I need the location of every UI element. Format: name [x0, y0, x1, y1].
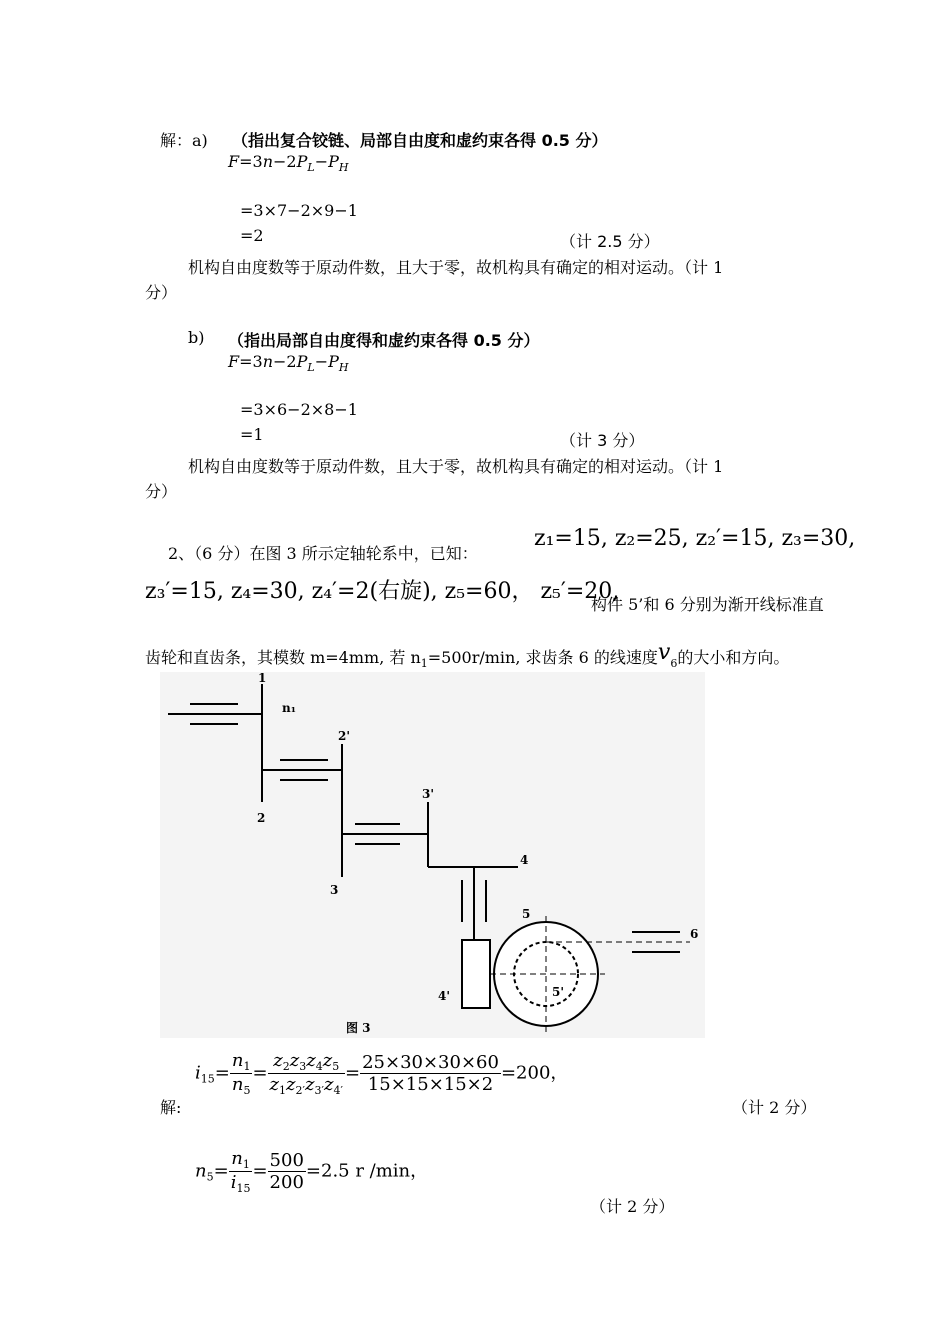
- score-speed: （计 2 分）: [590, 1197, 675, 1216]
- formula-b: $F=3n-2P_L-P_H$: [228, 352, 349, 374]
- gear-train-figure: [160, 672, 705, 1038]
- calc-b-line1: =3×6−2×8−1: [240, 400, 358, 419]
- fig-label-5: 5: [522, 907, 531, 921]
- conclusion-a-line2: 分）: [145, 283, 178, 302]
- conclusion-a-line1: 机构自由度数等于原动件数，且大于零，故机构具有确定的相对运动。（计 1: [188, 258, 724, 277]
- fig-label-3: 3: [330, 883, 339, 897]
- calc-a-line1: =3×7−2×9−1: [240, 201, 358, 220]
- formula-a: $F=3n-2P_L-P_H$: [228, 152, 349, 174]
- conclusion-b-line2: 分）: [145, 482, 178, 501]
- q2-given-line2: z₃′=15, z₄=30, z₄′=2(右旋), z₅=60， z₅′=20,: [145, 579, 620, 604]
- calc-a-line2: =2: [240, 226, 264, 245]
- solution-a-note: （指出复合铰链、局部自由度和虚约束各得 0.5 分）: [232, 131, 608, 150]
- fig-label-6: 6: [690, 927, 699, 941]
- fig-label-1: 1: [258, 672, 267, 685]
- calc-b-line2: =1: [240, 425, 264, 444]
- q2-given-line1: z₁=15, z₂=25, z₂′=15, z₃=30,: [534, 526, 856, 551]
- solution-b-note: （指出局部自由度得和虚约束各得 0.5 分）: [228, 331, 540, 350]
- conclusion-b-line1: 机构自由度数等于原动件数，且大于零，故机构具有确定的相对运动。（计 1: [188, 457, 724, 476]
- ratio-equation: $i_{15}=$ $\frac{n_1}{n_5}$ = $\frac{z_2z_3z_4z_5}{z_1z_{2'}z_{3'}z_{4'}}$ = $\frac{25\times 30\times 30\times 60}{15\times 15\times 15\times 2}$ =200，: [195, 1050, 569, 1097]
- fig-label-4: 4: [520, 853, 529, 867]
- q2-text-line3: 齿轮和直齿条，其模数 m=4mm, 若 $n_1=500r/\min$, 求齿条 6 的线速度$v_6$的大小和方向。: [145, 640, 790, 670]
- solution-a-label: 解：a): [160, 131, 208, 150]
- score-b: （计 3 分）: [560, 431, 645, 450]
- fig-label-n1: n₁: [282, 701, 296, 715]
- figure-caption: 图 3: [346, 1021, 371, 1035]
- q2-intro: 2、（6 分）在图 3 所示定轴轮系中，已知：: [168, 544, 478, 563]
- fig-label-2: 2: [257, 811, 266, 825]
- q2-text-line2: 构件 5’和 6 分别为渐开线标准直: [591, 595, 824, 614]
- solution-b-label: b): [188, 328, 205, 347]
- fig-label-4p: 4': [438, 989, 451, 1003]
- score-a: （计 2.5 分）: [560, 232, 660, 251]
- fig-label-5p: 5': [552, 985, 565, 999]
- fig-label-2p: 2': [338, 729, 351, 743]
- fig-label-3p: 3': [422, 787, 435, 801]
- score-ratio: （计 2 分）: [732, 1098, 817, 1117]
- speed-equation: $n_5=$ $\frac{n_1}{i_{15}}$ = $\frac{500}{200}$ =2.5 r /min，: [195, 1148, 429, 1195]
- solution-2-label: 解:: [160, 1098, 182, 1117]
